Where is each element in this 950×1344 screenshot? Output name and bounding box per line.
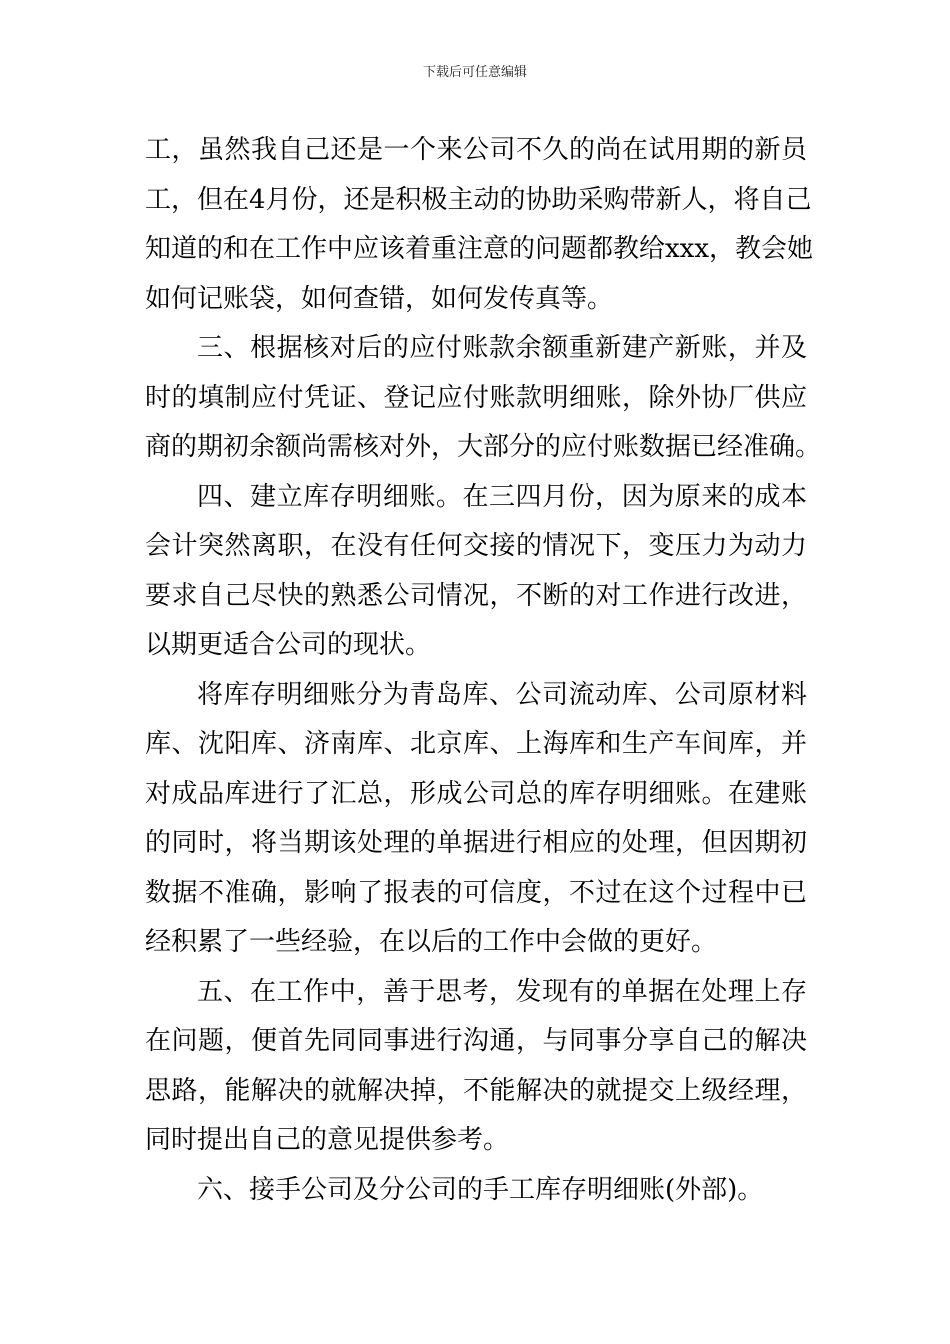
text-line: 五、在工作中，善于思考，发现有的单据在处理上存 [197, 976, 807, 1007]
text-line: 六、接手公司及分公司的手工库存明细账(外部)。 [197, 1174, 764, 1205]
text-line: 经积累了一些经验，在以后的工作中会做的更好。 [145, 927, 718, 957]
text-line: 会计突然离职，在没有任何交接的情况下，变压力为动力 [145, 531, 807, 561]
paragraph-section-5 [145, 968, 807, 1166]
text-line: 思路，能解决的就解决掉，不能解决的就提交上级经理， [145, 1075, 807, 1106]
text-line: 将库存明细账分为青岛库、公司流动库、公司原材料 [197, 679, 807, 710]
text-line: 工，虽然我自己还是一个来公司不久的尚在试用期的新员 [145, 135, 807, 165]
text-line: 知道的和在工作中应该着重注意的问题都教给xxx，教会她 [145, 234, 813, 264]
text-line: 要求自己尽快的熟悉公司情况，不断的对工作进行改进， [145, 580, 807, 611]
text-line: 同时提出自己的意见提供参考。 [145, 1125, 510, 1155]
text-line: 时的填制应付凭证、登记应付账款明细账，除外协厂供应 [145, 382, 807, 413]
paragraph-section-4 [145, 473, 807, 671]
text-line: 如何记账袋，如何查错，如何发传真等。 [145, 283, 614, 314]
text-line: 对成品库进行了汇总，形成公司总的库存明细账。在建账 [145, 778, 807, 809]
text-line: 库、沈阳库、济南库、北京库、上海库和生产车间库，并 [145, 729, 807, 759]
document-body [145, 126, 822, 1215]
paragraph-section-6 [145, 1166, 807, 1216]
text-line: 以期更适合公司的现状。 [145, 630, 432, 660]
text-line: 在问题，便首先同同事进行沟通，与同事分享自己的解决 [145, 1026, 807, 1056]
page-header: 下载后可任意编辑 [422, 65, 527, 80]
paragraph-section-3 [145, 324, 822, 473]
paragraph-inventory [145, 671, 807, 968]
paragraph-continuation [145, 126, 813, 324]
text-line: 数据不准确，影响了报表的可信度，不过在这个过程中已 [145, 877, 807, 908]
text-line: 的同时，将当期该处理的单据进行相应的处理，但因期初 [145, 828, 807, 858]
text-line: 工，但在4月份，还是积极主动的协助采购带新人，将自己 [145, 184, 812, 215]
text-line: 四、建立库存明细账。在三四月份，因为原来的成本 [197, 481, 807, 512]
text-line: 商的期初余额尚需核对外，大部分的应付账数据已经准确。 [145, 432, 822, 462]
text-line: 三、根据核对后的应付账款余额重新建产新账，并及 [197, 333, 807, 363]
